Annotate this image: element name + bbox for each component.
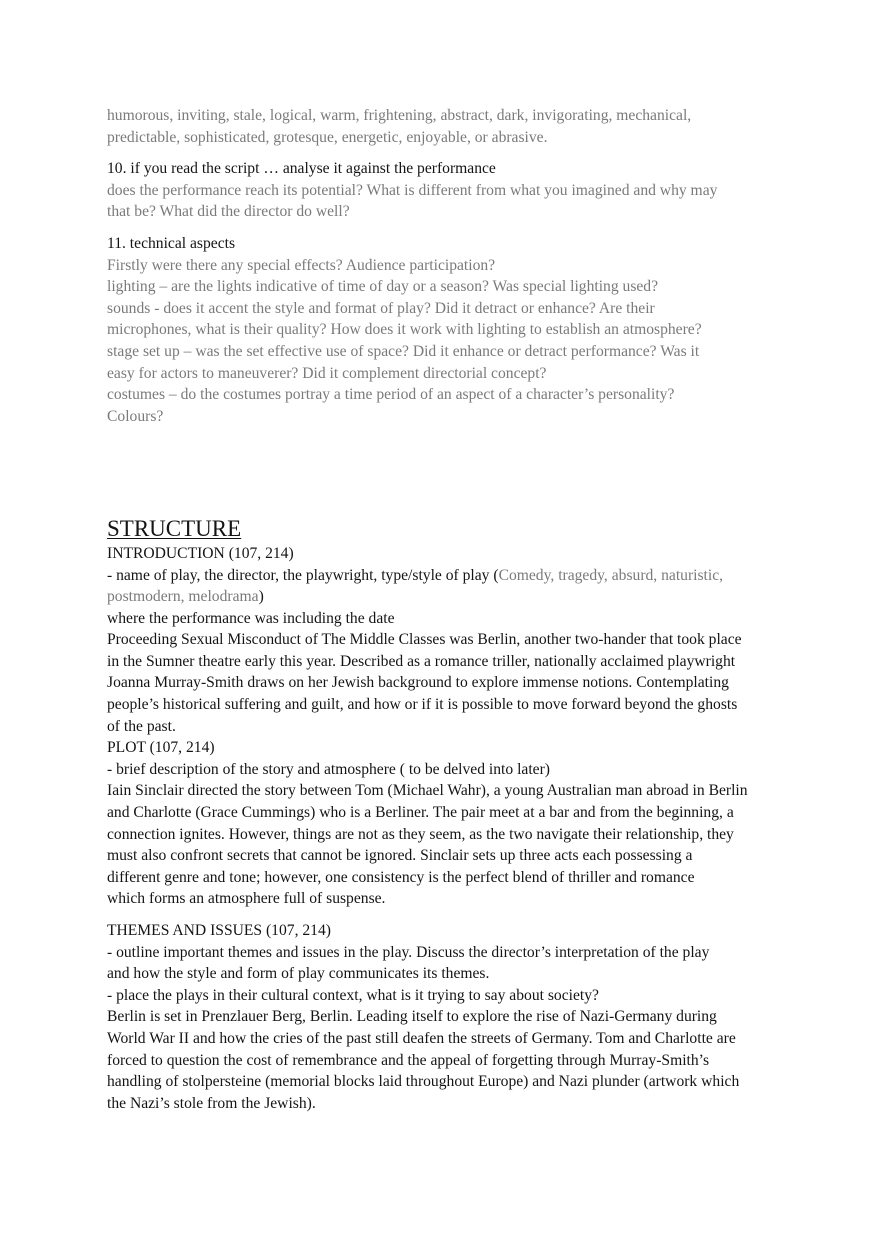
introduction-body-line: of the past. [107,717,176,735]
question-10-line: that be? What did the director do well? [107,203,350,221]
plot-body-line: Iain Sinclair directed the story between Tom (Michael Wahr), a young Australian man abroad in Berlin [107,782,748,800]
plot-bullet: - brief description of the story and atmosphere ( to be delved into later) [107,760,550,778]
themes-bullet-line: - place the plays in their cultural context, what is it trying to say about society? [107,986,599,1004]
question-11-line: stage set up – was the set effective use of space? Did it enhance or detract performance? Was it [107,342,700,360]
question-10-line: does the performance reach its potential? What is different from what you imagined and why may [107,181,718,199]
themes-bullet-line: - outline important themes and issues in the play. Discuss the director’s interpretation of the play [107,943,710,961]
question-10-title: 10. if you read the script … analyse it against the performance [107,160,496,178]
question-11-title: 11. technical aspects [107,234,236,252]
play-styles-text: Comedy, tragedy, absurd, naturistic, [498,566,724,584]
introduction-bullet-close: ) [258,588,264,606]
introduction-body-line: Joanna Murray-Smith draws on her Jewish background to explore immense notions. Contemplating [107,674,729,692]
themes-bullet-line: and how the style and form of play communicates its themes. [107,965,490,983]
plot-body-line: different genre and tone; however, one consistency is the perfect blend of thriller and romance [107,868,695,886]
question-11-line: lighting – are the lights indicative of time of day or a season? Was special lighting used? [107,278,659,296]
themes-body-line: forced to question the cost of remembrance and the appeal of forgetting through Murray-Smith’s [107,1051,710,1069]
plot-body-line: and Charlotte (Grace Cummings) who is a Berliner. The pair meet at a bar and from the beginning, a [107,804,734,822]
document-page [107,105,787,1114]
plot-body-line: connection ignites. However, things are not as they seem, as the two navigate their relationship, they [107,825,734,843]
question-11-line: sounds - does it accent the style and format of play? Did it detract or enhance? Are their [107,299,655,317]
plot-title: PLOT (107, 214) [107,739,215,757]
question-11-line: Colours? [107,407,164,425]
introduction-body-line: in the Sumner theatre early this year. Described as a romance triller, nationally acclaimed playwright [107,652,736,670]
introduction-bullet [107,565,787,587]
question-11-line: Firstly were there any special effects? Audience participation? [107,256,496,274]
introduction-bullet-text: - name of play, the director, the playwright, type/style of play ( [107,566,499,584]
structure-heading: STRUCTURE [107,516,242,542]
plot-body-line: which forms an atmosphere full of suspense. [107,890,386,908]
adjective-line: predictable, sophisticated, grotesque, energetic, enjoyable, or abrasive. [107,128,548,146]
themes-title: THEMES AND ISSUES (107, 214) [107,922,331,939]
question-11-line: costumes – do the costumes portray a time period of an aspect of a character’s personality? [107,386,675,404]
themes-body-line: handling of stolpersteine (memorial blocks laid throughout Europe) and Nazi plunder (artwork which [107,1073,740,1091]
question-11-line: microphones, what is their quality? How does it work with lighting to establish an atmosphere? [107,321,702,339]
introduction-title: INTRODUCTION (107, 214) [107,544,294,562]
question-11-line: easy for actors to maneuverer? Did it complement directorial concept? [107,364,547,382]
themes-body-line: World War II and how the cries of the past still deafen the streets of Germany. Tom and Charlotte are [107,1029,736,1047]
introduction-bullet-continued [107,586,787,608]
adjective-line: humorous, inviting, stale, logical, warm, frightening, abstract, dark, invigorating, mechanical, [107,107,692,124]
introduction-body-line: people’s historical suffering and guilt, and how or if it is possible to move forward beyond the ghosts [107,696,738,714]
themes-body-line: the Nazi’s stole from the Jewish). [107,1094,316,1112]
introduction-where: where the performance was including the date [107,609,395,627]
introduction-body-line: Proceeding Sexual Misconduct of The Middle Classes was Berlin, another two-hander that took place [107,631,742,649]
play-styles-text-continued: postmodern, melodrama [107,588,259,606]
plot-body-line: must also confront secrets that cannot be ignored. Sinclair sets up three acts each possessing a [107,847,693,865]
themes-body-line: Berlin is set in Prenzlauer Berg, Berlin. Leading itself to explore the rise of Nazi-Germany during [107,1008,717,1026]
